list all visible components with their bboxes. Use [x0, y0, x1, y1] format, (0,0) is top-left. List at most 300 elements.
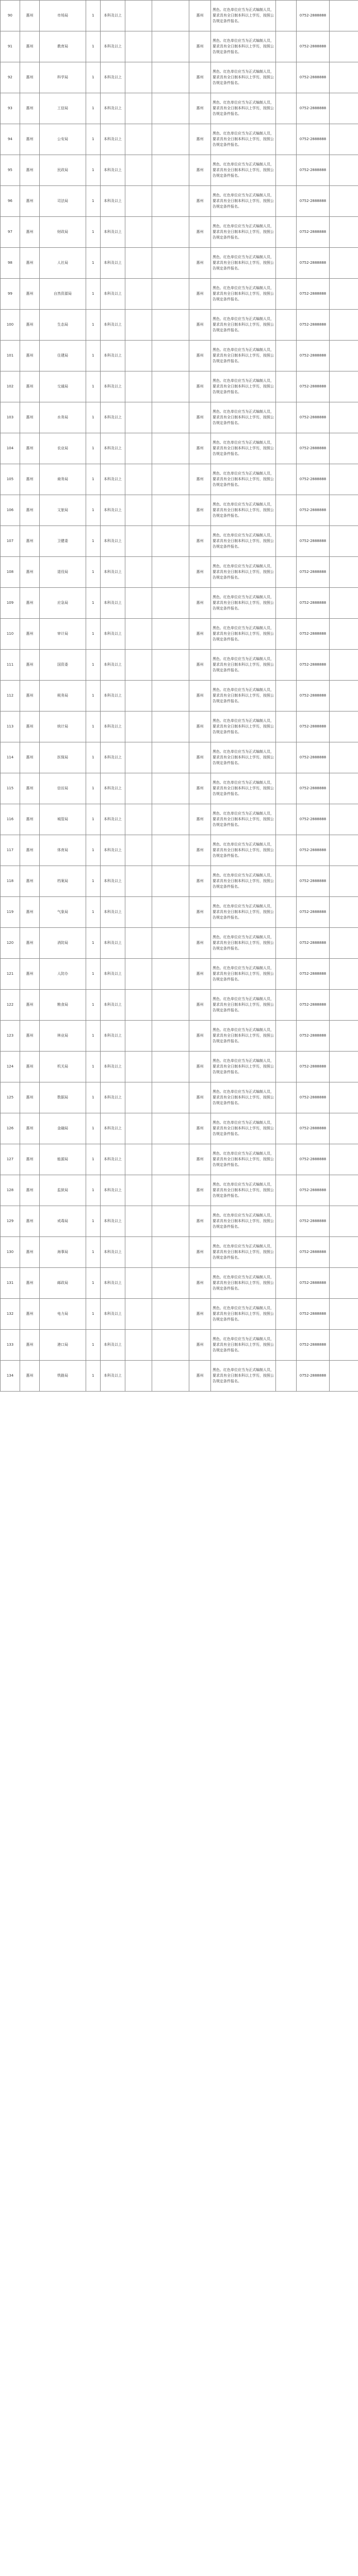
table-cell: 本科及以上 — [101, 186, 125, 217]
table-cell: 惠州 — [20, 124, 40, 155]
table-cell: 1 — [86, 1237, 101, 1268]
table-cell: 惠州 — [189, 1206, 211, 1237]
table-cell: 1 — [86, 155, 101, 186]
table-cell: 黑色、红色单位应当为正式编制人员，要求具有全日制本科以上学历，按照公告规定条件报名。 — [211, 248, 276, 279]
table-cell — [276, 897, 297, 928]
table-cell — [125, 928, 152, 959]
table-cell — [276, 186, 297, 217]
table-cell: 本科及以上 — [101, 1021, 125, 1052]
table-cell: 铁路局 — [40, 1361, 86, 1392]
table-cell: 1 — [86, 588, 101, 619]
table-cell: 0752-2888888 — [297, 371, 330, 402]
table-cell — [152, 1361, 189, 1392]
table-cell: 0752-2888888 — [297, 681, 330, 711]
table-cell: 惠州 — [20, 1144, 40, 1175]
table-cell: 0752-2888888 — [297, 155, 330, 186]
table-cell: 国资委 — [40, 650, 86, 681]
table-cell: 港口局 — [40, 1330, 86, 1361]
table-row — [1, 588, 358, 619]
table-row — [1, 681, 358, 711]
table-cell: 邮政局 — [40, 1268, 86, 1299]
table-cell: 本科及以上 — [101, 1361, 125, 1392]
table-cell: 黑色、红色单位应当为正式编制人员，要求具有全日制本科以上学历，按照公告规定条件报名。 — [211, 1330, 276, 1361]
table-cell: 惠州 — [20, 155, 40, 186]
table-cell — [330, 650, 358, 681]
table-cell: 惠州 — [20, 1299, 40, 1330]
table-cell — [125, 310, 152, 341]
table-cell: 123 — [1, 1021, 20, 1052]
table-cell: 本科及以上 — [101, 990, 125, 1021]
table-cell: 1 — [86, 835, 101, 866]
table-cell — [125, 897, 152, 928]
table-cell: 1 — [86, 897, 101, 928]
table-cell — [330, 1113, 358, 1144]
table-cell — [152, 711, 189, 742]
table-cell: 1 — [86, 217, 101, 248]
table-row — [1, 1113, 358, 1144]
table-cell: 惠州 — [20, 186, 40, 217]
table-cell — [125, 124, 152, 155]
table-cell — [276, 217, 297, 248]
table-cell — [125, 1330, 152, 1361]
table-row — [1, 279, 358, 310]
table-cell — [276, 1268, 297, 1299]
table-cell: 惠州 — [20, 1330, 40, 1361]
table-cell — [330, 1206, 358, 1237]
table-cell — [152, 402, 189, 433]
table-cell: 惠州 — [189, 897, 211, 928]
table-cell: 1 — [86, 1052, 101, 1082]
table-cell — [330, 433, 358, 464]
table-row — [1, 371, 358, 402]
table-cell: 惠州 — [189, 248, 211, 279]
table-cell: 黑色、红色单位应当为正式编制人员，要求具有全日制本科以上学历，按照公告规定条件报名。 — [211, 1268, 276, 1299]
table-row — [1, 866, 358, 897]
table-cell — [125, 1052, 152, 1082]
table-cell: 惠州 — [20, 959, 40, 990]
table-cell — [152, 1, 189, 31]
table-cell: 黑色、红色单位应当为正式编制人员，要求具有全日制本科以上学历，按照公告规定条件报名。 — [211, 1021, 276, 1052]
table-cell — [152, 341, 189, 371]
table-cell — [330, 835, 358, 866]
table-cell: 0752-2888888 — [297, 1361, 330, 1392]
table-cell: 惠州 — [189, 371, 211, 402]
table-cell: 115 — [1, 773, 20, 804]
table-cell: 惠州 — [189, 1082, 211, 1113]
table-row — [1, 1144, 358, 1175]
table-cell — [276, 279, 297, 310]
table-cell: 惠州 — [189, 31, 211, 62]
table-row — [1, 402, 358, 433]
table-row — [1, 835, 358, 866]
table-row — [1, 990, 358, 1021]
table-cell: 108 — [1, 557, 20, 588]
table-cell — [276, 928, 297, 959]
table-cell: 能源局 — [40, 1144, 86, 1175]
table-cell: 惠州 — [20, 1237, 40, 1268]
table-cell — [152, 773, 189, 804]
table-cell: 惠州 — [20, 557, 40, 588]
table-cell: 数据局 — [40, 1082, 86, 1113]
table-cell: 133 — [1, 1330, 20, 1361]
table-cell: 惠州 — [189, 402, 211, 433]
table-cell: 本科及以上 — [101, 1268, 125, 1299]
table-row — [1, 124, 358, 155]
table-cell: 惠州 — [20, 1268, 40, 1299]
table-cell: 金融局 — [40, 1113, 86, 1144]
table-cell — [330, 310, 358, 341]
table-cell: 人防办 — [40, 959, 86, 990]
table-cell — [276, 341, 297, 371]
table-cell: 1 — [86, 990, 101, 1021]
table-cell: 0752-2888888 — [297, 248, 330, 279]
table-cell: 市场局 — [40, 1, 86, 31]
table-cell: 99 — [1, 279, 20, 310]
table-cell — [125, 1144, 152, 1175]
table-row — [1, 464, 358, 495]
table-row — [1, 773, 358, 804]
table-cell: 131 — [1, 1268, 20, 1299]
table-cell: 0752-2888888 — [297, 1206, 330, 1237]
table-cell — [330, 804, 358, 835]
table-cell: 黑色、红色单位应当为正式编制人员，要求具有全日制本科以上学历，按照公告规定条件报名。 — [211, 1175, 276, 1206]
table-cell — [152, 835, 189, 866]
table-cell — [125, 650, 152, 681]
table-cell: 惠州 — [189, 62, 211, 93]
table-cell: 信访局 — [40, 773, 86, 804]
table-cell: 1 — [86, 742, 101, 773]
table-cell — [152, 897, 189, 928]
table-cell: 本科及以上 — [101, 681, 125, 711]
table-cell — [125, 155, 152, 186]
table-cell: 人社局 — [40, 248, 86, 279]
table-row — [1, 433, 358, 464]
table-cell: 应急局 — [40, 588, 86, 619]
table-cell: 惠州 — [20, 1021, 40, 1052]
table-cell: 110 — [1, 619, 20, 650]
table-cell: 1 — [86, 402, 101, 433]
table-cell: 1 — [86, 124, 101, 155]
table-cell: 惠州 — [189, 928, 211, 959]
table-cell — [152, 31, 189, 62]
table-cell: 0752-2888888 — [297, 1268, 330, 1299]
table-cell: 0752-2888888 — [297, 1021, 330, 1052]
table-cell — [330, 681, 358, 711]
table-cell: 黑色、红色单位应当为正式编制人员，要求具有全日制本科以上学历，按照公告规定条件报名。 — [211, 464, 276, 495]
table-cell: 1 — [86, 928, 101, 959]
table-cell: 黑色、红色单位应当为正式编制人员，要求具有全日制本科以上学历，按照公告规定条件报名。 — [211, 928, 276, 959]
table-cell: 0752-2888888 — [297, 279, 330, 310]
table-cell — [152, 650, 189, 681]
table-row — [1, 248, 358, 279]
table-cell: 公安局 — [40, 124, 86, 155]
table-cell — [276, 959, 297, 990]
table-row — [1, 310, 358, 341]
table-cell: 黑色、红色单位应当为正式编制人员，要求具有全日制本科以上学历，按照公告规定条件报名。 — [211, 495, 276, 526]
table-cell: 体育局 — [40, 835, 86, 866]
table-cell: 惠州 — [189, 1237, 211, 1268]
table-cell: 1 — [86, 495, 101, 526]
table-row — [1, 897, 358, 928]
table-cell: 住建局 — [40, 341, 86, 371]
table-cell: 惠州 — [20, 1206, 40, 1237]
table-cell: 惠州 — [20, 341, 40, 371]
table-row — [1, 495, 358, 526]
table-cell — [330, 557, 358, 588]
table-row — [1, 1175, 358, 1206]
table-cell: 91 — [1, 31, 20, 62]
table-cell: 惠州 — [20, 279, 40, 310]
table-cell: 惠州 — [20, 773, 40, 804]
table-cell: 惠州 — [20, 681, 40, 711]
table-cell — [330, 464, 358, 495]
table-cell: 1 — [86, 526, 101, 557]
table-cell: 0752-2888888 — [297, 619, 330, 650]
table-cell — [330, 1144, 358, 1175]
table-cell: 惠州 — [20, 1361, 40, 1392]
table-cell: 黑色、红色单位应当为正式编制人员，要求具有全日制本科以上学历，按照公告规定条件报名。 — [211, 279, 276, 310]
table-cell: 本科及以上 — [101, 464, 125, 495]
table-cell — [152, 1021, 189, 1052]
table-cell — [276, 62, 297, 93]
table-cell: 黑色、红色单位应当为正式编制人员，要求具有全日制本科以上学历，按照公告规定条件报名。 — [211, 1052, 276, 1082]
table-cell: 1 — [86, 1, 101, 31]
table-cell: 1 — [86, 1175, 101, 1206]
table-cell: 本科及以上 — [101, 804, 125, 835]
table-cell: 121 — [1, 959, 20, 990]
table-cell: 惠州 — [189, 433, 211, 464]
table-cell: 120 — [1, 928, 20, 959]
table-cell: 惠州 — [189, 1113, 211, 1144]
table-cell — [152, 804, 189, 835]
table-cell: 医保局 — [40, 742, 86, 773]
table-cell — [152, 495, 189, 526]
table-cell: 0752-2888888 — [297, 1237, 330, 1268]
table-cell: 惠州 — [20, 1082, 40, 1113]
table-cell — [125, 371, 152, 402]
table-cell — [276, 371, 297, 402]
table-cell: 0752-2888888 — [297, 1144, 330, 1175]
table-cell — [152, 1206, 189, 1237]
table-cell: 惠州 — [189, 93, 211, 124]
table-cell: 农业局 — [40, 433, 86, 464]
table-cell — [276, 1144, 297, 1175]
table-cell — [125, 1206, 152, 1237]
table-cell: 惠州 — [189, 804, 211, 835]
table-cell: 0752-2888888 — [297, 804, 330, 835]
table-cell: 本科及以上 — [101, 1113, 125, 1144]
table-cell — [276, 650, 297, 681]
table-cell: 本科及以上 — [101, 557, 125, 588]
table-cell: 128 — [1, 1175, 20, 1206]
table-cell: 本科及以上 — [101, 650, 125, 681]
table-cell: 惠州 — [20, 866, 40, 897]
table-cell: 监狱局 — [40, 1175, 86, 1206]
table-cell — [330, 1175, 358, 1206]
table-cell — [276, 124, 297, 155]
table-cell: 惠州 — [189, 217, 211, 248]
table-cell — [125, 433, 152, 464]
table-cell: 惠州 — [189, 1144, 211, 1175]
table-cell — [152, 310, 189, 341]
table-cell: 黑色、红色单位应当为正式编制人员，要求具有全日制本科以上学历，按照公告规定条件报名。 — [211, 804, 276, 835]
table-cell — [330, 742, 358, 773]
table-cell: 101 — [1, 341, 20, 371]
table-cell: 0752-2888888 — [297, 1, 330, 31]
table-cell — [330, 341, 358, 371]
table-cell — [330, 959, 358, 990]
table-cell: 黑色、红色单位应当为正式编制人员，要求具有全日制本科以上学历，按照公告规定条件报名。 — [211, 526, 276, 557]
table-cell — [125, 1175, 152, 1206]
table-cell: 惠州 — [20, 742, 40, 773]
table-cell — [330, 1330, 358, 1361]
table-cell: 0752-2888888 — [297, 495, 330, 526]
table-cell: 111 — [1, 650, 20, 681]
table-cell: 本科及以上 — [101, 62, 125, 93]
table-cell — [330, 371, 358, 402]
table-cell: 本科及以上 — [101, 866, 125, 897]
table-cell: 惠州 — [20, 31, 40, 62]
table-cell: 惠州 — [189, 526, 211, 557]
table-cell: 黑色、红色单位应当为正式编制人员，要求具有全日制本科以上学历，按照公告规定条件报名。 — [211, 742, 276, 773]
table-cell: 惠州 — [20, 248, 40, 279]
table-cell — [125, 464, 152, 495]
table-cell: 财政局 — [40, 217, 86, 248]
table-cell — [330, 124, 358, 155]
table-cell — [152, 1330, 189, 1361]
table-cell: 惠州 — [189, 588, 211, 619]
table-cell: 125 — [1, 1082, 20, 1113]
table-cell: 1 — [86, 711, 101, 742]
table-cell: 1 — [86, 1206, 101, 1237]
table-cell: 惠州 — [189, 1, 211, 31]
table-cell: 惠州 — [189, 866, 211, 897]
table-cell: 退役局 — [40, 557, 86, 588]
table-cell: 本科及以上 — [101, 1082, 125, 1113]
table-cell — [125, 990, 152, 1021]
table-cell — [330, 217, 358, 248]
table-cell: 城管局 — [40, 804, 86, 835]
table-cell — [125, 31, 152, 62]
table-cell: 自然资源局 — [40, 279, 86, 310]
table-cell: 0752-2888888 — [297, 217, 330, 248]
table-cell — [125, 557, 152, 588]
table-cell — [152, 742, 189, 773]
table-cell — [330, 1, 358, 31]
table-cell: 文旅局 — [40, 495, 86, 526]
table-cell — [152, 1144, 189, 1175]
table-cell: 本科及以上 — [101, 526, 125, 557]
table-cell — [125, 619, 152, 650]
table-cell: 海事局 — [40, 1237, 86, 1268]
table-cell: 黑色、红色单位应当为正式编制人员，要求具有全日制本科以上学历，按照公告规定条件报名。 — [211, 155, 276, 186]
table-cell — [330, 526, 358, 557]
table-row — [1, 1237, 358, 1268]
table-cell — [276, 835, 297, 866]
table-cell: 黑色、红色单位应当为正式编制人员，要求具有全日制本科以上学历，按照公告规定条件报名。 — [211, 186, 276, 217]
table-cell: 116 — [1, 804, 20, 835]
table-cell — [152, 588, 189, 619]
table-cell: 惠州 — [189, 279, 211, 310]
table-cell: 惠州 — [20, 897, 40, 928]
table-cell: 惠州 — [189, 124, 211, 155]
table-cell: 惠州 — [20, 433, 40, 464]
table-cell: 97 — [1, 217, 20, 248]
table-cell: 本科及以上 — [101, 155, 125, 186]
table-row — [1, 711, 358, 742]
table-row — [1, 1021, 358, 1052]
table-cell — [330, 93, 358, 124]
table-cell: 0752-2888888 — [297, 742, 330, 773]
table-cell: 黑色、红色单位应当为正式编制人员，要求具有全日制本科以上学历，按照公告规定条件报名。 — [211, 341, 276, 371]
table-cell — [330, 928, 358, 959]
table-cell: 1 — [86, 248, 101, 279]
table-cell — [276, 588, 297, 619]
table-cell: 黑色、红色单位应当为正式编制人员，要求具有全日制本科以上学历，按照公告规定条件报名。 — [211, 371, 276, 402]
table-row — [1, 93, 358, 124]
table-cell: 黑色、红色单位应当为正式编制人员，要求具有全日制本科以上学历，按照公告规定条件报名。 — [211, 217, 276, 248]
table-cell: 水务局 — [40, 402, 86, 433]
table-cell: 惠州 — [20, 62, 40, 93]
table-cell: 124 — [1, 1052, 20, 1082]
table-cell — [276, 1299, 297, 1330]
table-cell: 134 — [1, 1361, 20, 1392]
table-cell: 92 — [1, 62, 20, 93]
table-cell: 黑色、红色单位应当为正式编制人员，要求具有全日制本科以上学历，按照公告规定条件报名。 — [211, 650, 276, 681]
table-cell: 本科及以上 — [101, 959, 125, 990]
table-cell: 黑色、红色单位应当为正式编制人员，要求具有全日制本科以上学历，按照公告规定条件报名。 — [211, 1144, 276, 1175]
table-cell — [276, 804, 297, 835]
table-cell — [276, 93, 297, 124]
table-row — [1, 650, 358, 681]
table-row — [1, 1330, 358, 1361]
table-cell: 黑色、红色单位应当为正式编制人员，要求具有全日制本科以上学历，按照公告规定条件报名。 — [211, 711, 276, 742]
table-cell: 1 — [86, 650, 101, 681]
table-cell: 0752-2888888 — [297, 124, 330, 155]
table-cell: 黑色、红色单位应当为正式编制人员，要求具有全日制本科以上学历，按照公告规定条件报名。 — [211, 62, 276, 93]
table-row — [1, 1082, 358, 1113]
table-cell: 1 — [86, 464, 101, 495]
table-cell — [330, 773, 358, 804]
table-cell: 0752-2888888 — [297, 1299, 330, 1330]
table-cell — [276, 31, 297, 62]
table-cell — [152, 1113, 189, 1144]
table-cell — [152, 371, 189, 402]
table-cell — [125, 1268, 152, 1299]
table-cell: 惠州 — [189, 186, 211, 217]
table-cell: 本科及以上 — [101, 495, 125, 526]
table-cell — [152, 1299, 189, 1330]
table-cell: 0752-2888888 — [297, 588, 330, 619]
table-cell: 黑色、红色单位应当为正式编制人员，要求具有全日制本科以上学历，按照公告规定条件报名。 — [211, 959, 276, 990]
table-cell: 1 — [86, 804, 101, 835]
table-cell — [330, 1299, 358, 1330]
table-cell — [330, 990, 358, 1021]
table-cell: 司法局 — [40, 186, 86, 217]
table-cell: 0752-2888888 — [297, 62, 330, 93]
table-cell: 惠州 — [189, 619, 211, 650]
table-cell — [276, 1052, 297, 1082]
table-cell: 0752-2888888 — [297, 464, 330, 495]
table-cell: 1 — [86, 1361, 101, 1392]
table-cell: 0752-2888888 — [297, 1052, 330, 1082]
table-cell: 0752-2888888 — [297, 773, 330, 804]
table-cell: 惠州 — [20, 650, 40, 681]
table-cell: 104 — [1, 433, 20, 464]
table-cell: 本科及以上 — [101, 310, 125, 341]
table-cell: 0752-2888888 — [297, 433, 330, 464]
table-cell — [125, 402, 152, 433]
